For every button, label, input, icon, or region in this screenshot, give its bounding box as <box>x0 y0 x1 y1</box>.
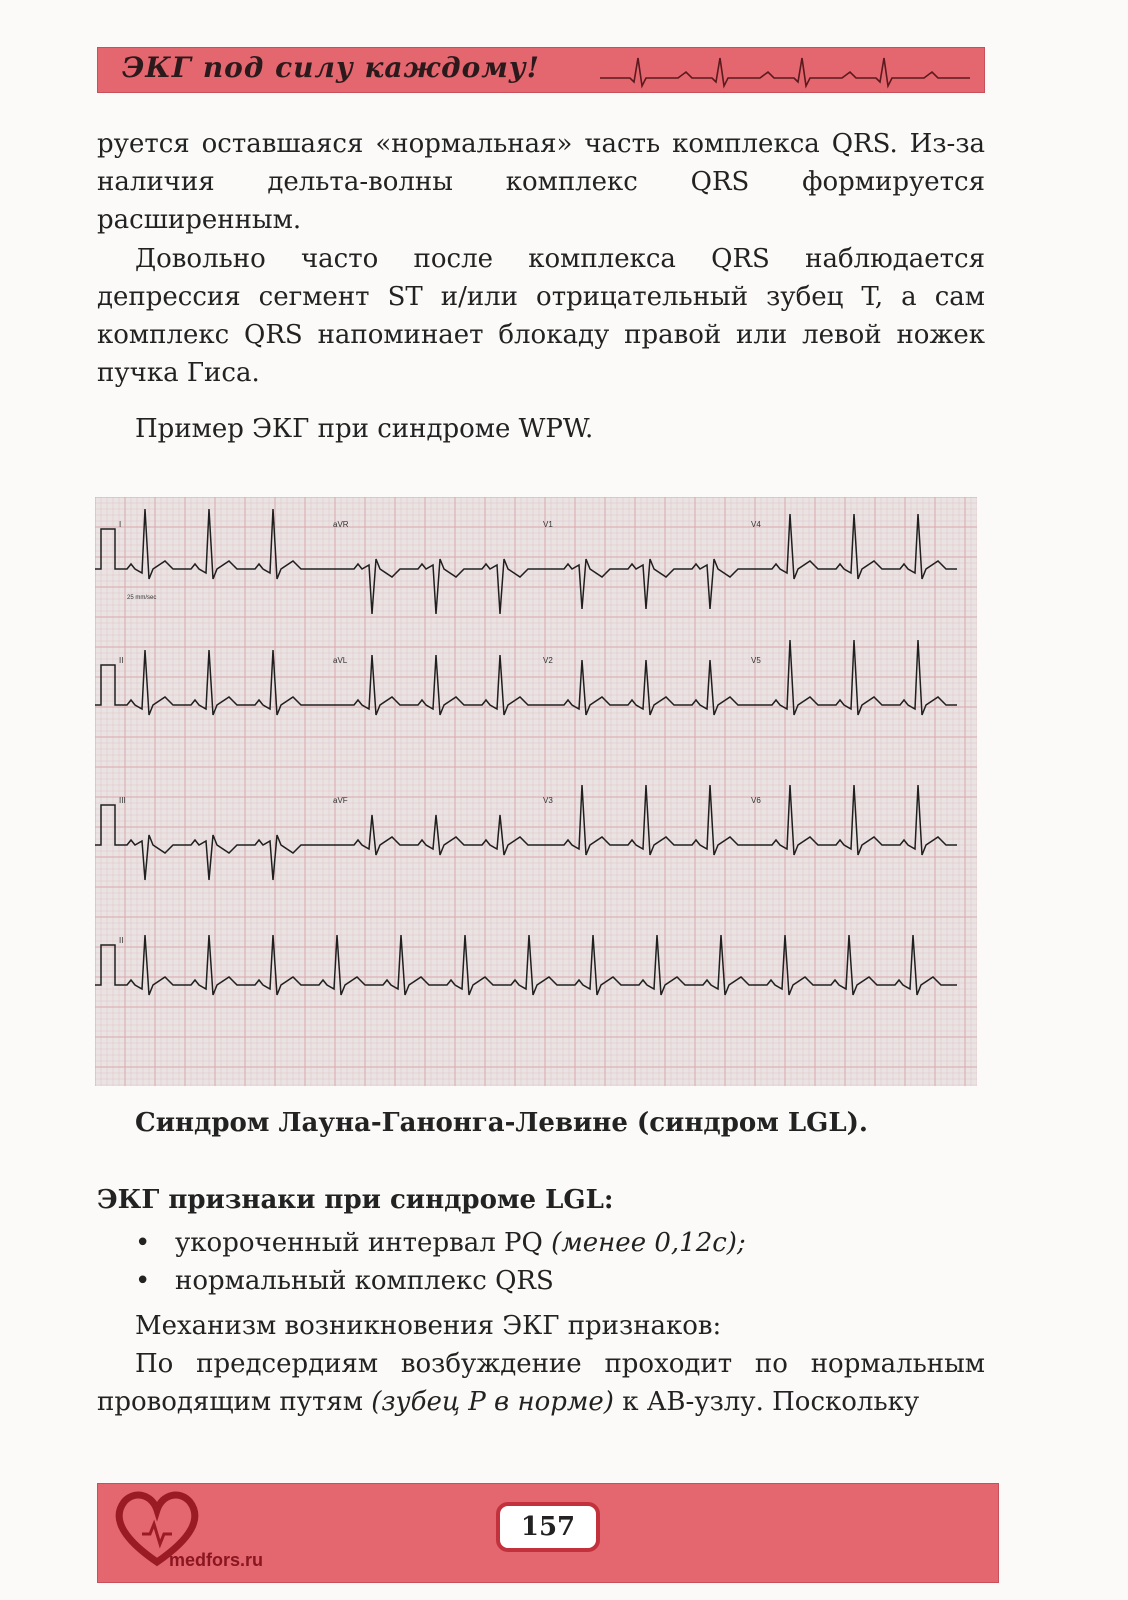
mechanism-text-end: к АВ-узлу. Поскольку <box>613 1387 920 1417</box>
ecg-lead-label: V6 <box>751 796 761 805</box>
ecg-lead-label: II <box>119 656 124 665</box>
ecg-figure-wpw <box>95 497 977 1086</box>
ecg-trace-row <box>95 785 957 880</box>
page-number: 157 <box>496 1502 600 1552</box>
ecg-lead-label: V3 <box>543 796 553 805</box>
ecg-chart <box>95 497 977 1086</box>
list-item <box>135 1262 746 1300</box>
logo-text: medfors.ru <box>169 1550 264 1570</box>
mechanism-paragraph <box>97 1345 985 1421</box>
ecg-speed-label: 25 mm/sec <box>127 595 157 601</box>
mechanism-heading: Механизм возникновения ЭКГ признаков: <box>135 1311 722 1341</box>
page-header-band <box>97 47 985 93</box>
ecg-lead-label: aVF <box>333 796 348 805</box>
ecg-grid-major <box>95 497 977 1086</box>
ecg-lead-label: V1 <box>543 520 553 529</box>
page-footer-band <box>97 1483 999 1583</box>
header-ecg-line-decoration <box>600 52 970 90</box>
ecg-lead-label: aVR <box>333 520 349 529</box>
mechanism-text-start: По предсердиям возбуждение проходит по нормальным проводящим путям <box>97 1349 985 1417</box>
ecg-lead-label: V2 <box>543 656 553 665</box>
paragraph-st-depression: Довольно часто после комплекса QRS наблюдается депрессия сегмент ST и/или отрицательный зубец T, а сам комплекс QRS напоминает блокаду правой или левой ножек пучка Гиса. <box>97 244 985 388</box>
ecg-lead-label: III <box>119 796 126 805</box>
list-item-note: (менее 0,12с); <box>551 1228 746 1258</box>
ecg-lead-label: I <box>119 520 122 529</box>
ecg-lead-label: V4 <box>751 520 761 529</box>
list-item-text: укороченный интервал PQ <box>175 1228 552 1258</box>
list-item-text: нормальный комплекс QRS <box>175 1266 554 1296</box>
bullet-icon: • <box>135 1266 151 1296</box>
section-title-lgl: Синдром Лауна-Ганонга-Левине (синдром LGL). <box>135 1108 868 1138</box>
paragraph-wpw-continuation: руется оставшаяся «нормальная» часть комплекса QRS. Из-за наличия дельта-волны комплекс QRS формируется расширенным. <box>97 129 985 235</box>
bullet-icon: • <box>135 1228 151 1258</box>
ecg-example-label: Пример ЭКГ при синдроме WPW. <box>135 414 594 444</box>
header-title: ЭКГ под силу каждому! <box>122 51 540 84</box>
ecg-lead-label: V5 <box>751 656 761 665</box>
list-item <box>135 1224 746 1262</box>
ecg-lead-label: aVL <box>333 656 348 665</box>
ecg-lead-label: II <box>119 936 124 945</box>
lgl-signs-list <box>135 1224 746 1300</box>
lgl-signs-heading: ЭКГ признаки при синдроме LGL: <box>97 1185 614 1215</box>
mechanism-note: (зубец P в норме) <box>371 1387 614 1417</box>
ecg-trace-row <box>95 509 957 614</box>
